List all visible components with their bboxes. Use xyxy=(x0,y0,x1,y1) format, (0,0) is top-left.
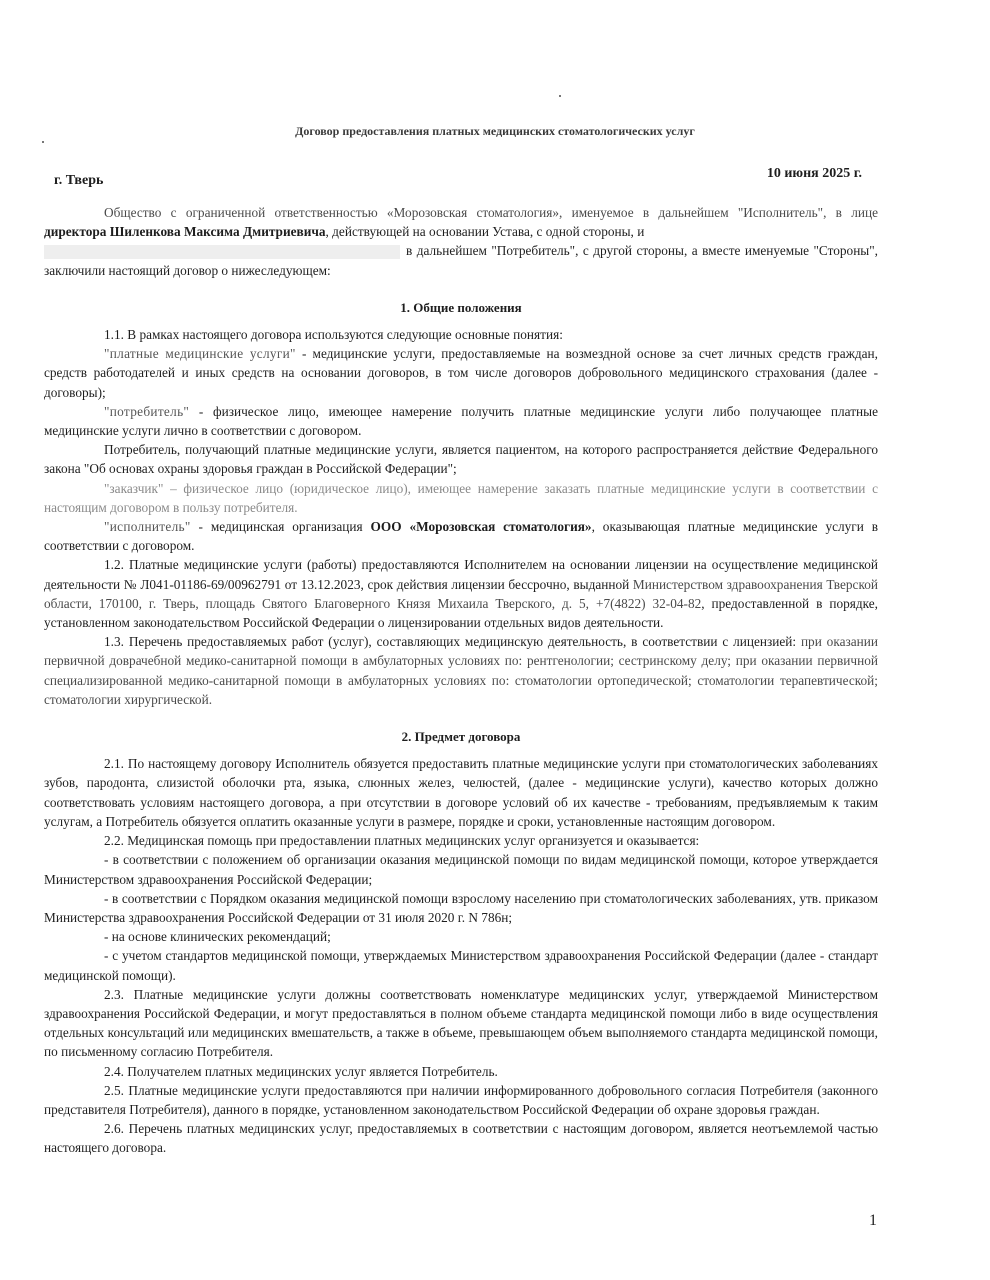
scan-speck xyxy=(42,141,44,143)
definition xyxy=(44,344,878,402)
clause: Потребитель, получающий платные медицинские услуги, является пациентом, на которого распространяется действие Федерального закона "Об основах охраны здоровья граждан в Российской Федерации"; xyxy=(44,442,878,477)
clause: 2.6. Перечень платных медицинских услуг, предоставляемых в соответствии с настоящим договором, является неотъемлемой частью настоящего договора. xyxy=(44,1121,878,1156)
term: "заказчик" xyxy=(104,480,164,496)
page-number: 1 xyxy=(869,1212,877,1229)
term: "исполнитель" xyxy=(104,519,191,535)
clause-text: 1.2. Платные медицинские услуги (работы) предоставляются Исполнителем на основании лицензии на осуществление медицинской деятельности № Л041-01186-69/00962791 от 13.12.2023, срок действия лицензии бессрочно, выданной xyxy=(44,557,878,592)
redacted-field xyxy=(44,245,400,259)
clause: 2.5. Платные медицинские услуги предоставляются при наличии информированного добровольного согласия Потребителя (законного представителя Потребителя), данного в порядке, установленном законодательством Российской Федерации об охране здоровья граждан. xyxy=(44,1082,878,1117)
clause: 2.2. Медицинская помощь при предоставлении платных медицинских услуг организуется и оказывается: xyxy=(104,833,700,849)
preamble-text: в дальнейшем "Потребитель", с другой стороны, а вместе именуемые "Стороны", заключили настоящий договор о нижеследующем: xyxy=(44,243,878,278)
definition xyxy=(44,402,878,440)
definition xyxy=(44,479,878,517)
definition-text: - физическое лицо, имеющее намерение получить платные медицинские услуги либо получающее платные медицинские услуги лично в соответствии с договором. xyxy=(44,403,878,439)
definition-text: , оказывающая платные медицинские услуги в соответствии с договором. xyxy=(44,519,879,554)
clause: 1.1. В рамках настоящего договора используются следующие основные понятия: xyxy=(104,327,563,343)
preamble-text: , действующей на основании Устава, с одной стороны, и xyxy=(325,224,645,240)
clause-text: 1.3. Перечень предоставляемых работ (услуг), составляющих медицинскую деятельность, в соответствии с лицензией: xyxy=(104,634,801,650)
document-title: Договор предоставления платных медицинских стоматологических услуг xyxy=(295,124,695,138)
term: "потребитель" xyxy=(104,403,190,419)
organization-name: ООО «Морозовская стоматология» xyxy=(370,519,592,535)
section-heading: 2. Предмет договора xyxy=(401,729,521,745)
director-name: директора Шиленкова Максима Дмитриевича xyxy=(44,224,326,240)
licensing-authority: Министерством здравоохранения Тверской области, 170100, г. Тверь, площадь Святого Благоверного Князя Михаила Тверского, д. 5, +7(4822) 32-04-82 xyxy=(44,576,879,611)
scan-speck xyxy=(559,95,561,97)
document-body xyxy=(44,203,878,1158)
preamble-paragraph xyxy=(44,241,878,279)
definition-text: - медицинская организация xyxy=(190,519,371,535)
contract-date: 10 июня 2025 г. xyxy=(766,166,862,181)
clause: 2.4. Получателем платных медицинских услуг является Потребитель. xyxy=(104,1063,498,1079)
preamble-paragraph xyxy=(44,203,878,241)
list-item: - с учетом стандартов медицинской помощи, утверждаемых Министерством здравоохранения Российской Федерации (далее - стандарт медицинской помощи). xyxy=(44,948,878,983)
clause: 2.1. По настоящему договору Исполнитель обязуется предоставить платные медицинские услуги при стоматологических заболеваниях зубов, пародонта, слизистой оболочки рта, языка, слюнных желез, челюстей, (далее - медицинские услуги), качество которых должно соответствовать условиям настоящего договора, а при отсутствии в договоре условий об их качестве - требованиям, предъявляемым к таким услугам, а Потребитель обязуется оплатить оказанные услуги в размере, порядке и сроки, установленные настоящим договором. xyxy=(44,756,878,829)
clause: 2.3. Платные медицинские услуги должны соответствовать номенклатуре медицинских услуг, утверждаемой Министерством здравоохранения Российской Федерации, и могут предоставляться в полном объеме стандарта медицинской помощи либо в виде осуществления отдельных консультаций или медицинских вмешательств, а также в объеме, превышающем объем выполняемого стандарта медицинской помощи, по письменному согласию Потребителя. xyxy=(44,986,878,1060)
definition xyxy=(44,517,878,555)
clause-text: , предоставленной в порядке, установленном законодательством Российской Федерации о лицензировании отдельных видов деятельности. xyxy=(44,595,878,631)
definition-text: - медицинские услуги, предоставляемые на возмездной основе за счет личных средств граждан, средств работодателей и иных средств на основании договоров, в том числе договоров добровольного медицинского страхования (далее - договоры); xyxy=(44,346,878,400)
contract-city: г. Тверь xyxy=(54,173,104,188)
section-heading: 1. Общие положения xyxy=(400,299,522,315)
clause xyxy=(44,632,878,709)
list-item: - на основе клинических рекомендаций; xyxy=(104,929,331,945)
list-item: - в соответствии с Порядком оказания медицинской помощи взрослому населению при стоматологических заболеваниях, утв. приказом Министерства здравоохранения Российской Федерации от 31 июля 2020 г. N 786н; xyxy=(44,890,878,925)
term: "платные медицинские услуги" xyxy=(104,346,296,362)
licensed-services: при оказании первичной доврачебной медико-санитарной помощи в амбулаторных условиях по: рентгенологии; сестринскому делу; при оказании первичной специализированной медико-санитарной помощи в амбулаторных условиях по: стоматологии ортопедической; стоматологии терапевтической; стоматологии хирургической. xyxy=(44,634,878,707)
clause xyxy=(44,555,878,632)
list-item: - в соответствии с положением об организации оказания медицинской помощи по видам медицинской помощи, которое утверждается Министерством здравоохранения Российской Федерации; xyxy=(44,852,878,887)
preamble-text: Общество с ограниченной ответственностью «Морозовская стоматология», именуемое в дальнейшем "Исполнитель", в лице xyxy=(104,205,878,220)
definition-text: – физическое лицо (юридическое лицо), имеющее намерение заказать платные медицинские услуги в соответствии с настоящим договором в пользу потребителя. xyxy=(44,480,878,515)
